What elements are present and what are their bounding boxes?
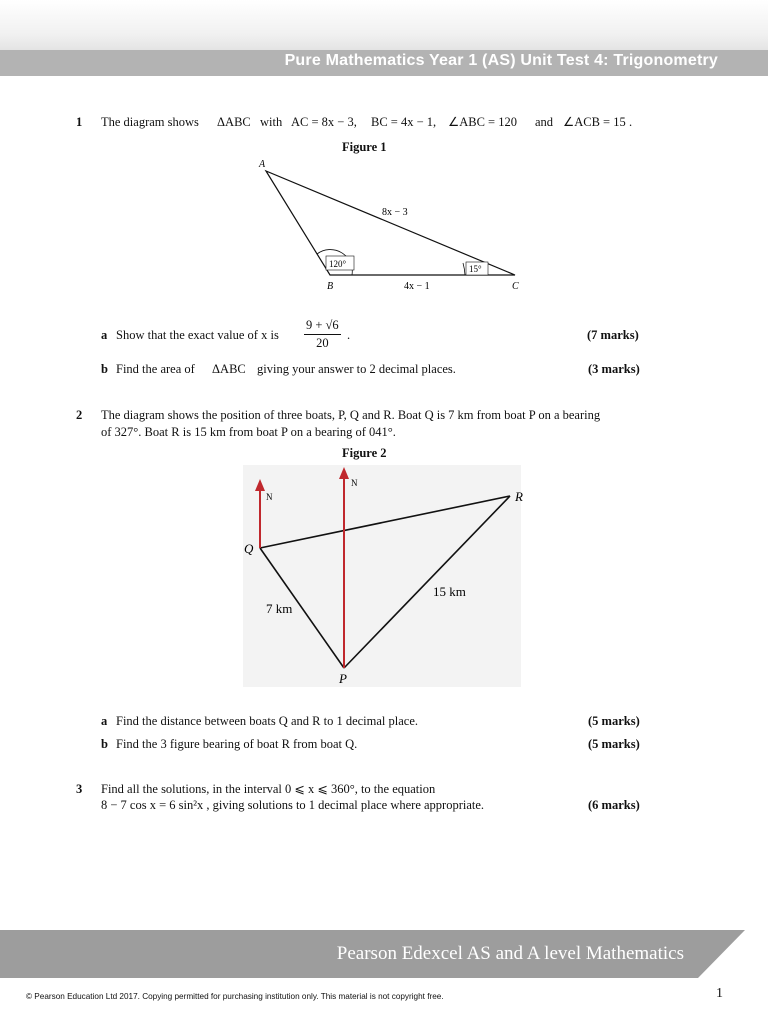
boat-p-label: P [339,671,347,686]
question-1-period: . [629,115,633,129]
question-1-triangle: ΔABC [217,115,251,129]
question-1a-period: . [347,328,351,342]
question-1-and: and [535,115,554,129]
fraction-numerator: 9 + √6 [304,318,341,335]
question-2-line-2: of 327°. Boat R is 15 km from boat P on a bearing of 041°. [101,425,396,439]
question-1a-text: Show that the exact value of x is [116,328,279,342]
question-3-number: 3 [76,782,83,796]
vertex-c-label: C [512,281,519,292]
question-1-number: 1 [76,115,83,129]
page-number: 1 [716,986,723,1001]
question-2b-label: b [101,737,108,751]
question-1b-text-post: giving your answer to 2 decimal places. [257,362,456,376]
question-1b-text-pre: Find the area of [116,362,195,376]
question-1a-fraction [304,318,341,351]
question-3-line-1: Find all the solutions, in the interval 0 ⩽ x ⩽ 360°, to the equation [101,782,436,796]
question-3-marks: (6 marks) [588,798,640,812]
figure-2-label: Figure 2 [342,446,387,460]
angle-c-label: 15° [469,264,482,274]
question-2-number: 2 [76,408,83,422]
question-1-eq-acb: ∠ACB = 15 [563,115,626,129]
north-label-q: N [266,492,273,502]
question-1b-marks: (3 marks) [588,362,640,376]
question-2a-text: Find the distance between boats Q and R to 1 decimal place. [116,714,418,728]
distance-pq-label: 7 km [266,601,293,616]
vertex-a-label: A [259,159,266,170]
document-title: Pure Mathematics Year 1 (AS) Unit Test 4: Trigonometry [284,52,718,69]
fraction-denominator: 20 [316,336,329,350]
north-label-p: N [351,478,358,488]
question-1-eq-bc: BC = 4x − 1, [371,115,437,129]
question-1-eq-ac: AC = 8x − 3, [291,115,357,129]
boat-q-label: Q [244,541,254,556]
figure-1-triangle [255,155,525,295]
question-1-eq-abc: ∠ABC = 120 [448,115,517,129]
question-1b-label: b [101,362,108,376]
distance-pr-label: 15 km [433,584,466,599]
figure-1-label: Figure 1 [342,140,387,154]
side-bc-label: 4x − 1 [404,281,430,292]
question-2b-text: Find the 3 figure bearing of boat R from boat Q. [116,737,358,751]
question-1a-marks: (7 marks) [587,328,639,342]
question-1-intro: The diagram shows [101,115,199,129]
question-1b-triangle: ΔABC [212,362,246,376]
question-2a-marks: (5 marks) [588,714,640,728]
question-2b-marks: (5 marks) [588,737,640,751]
copyright-notice: © Pearson Education Ltd 2017. Copying permitted for purchasing institution only. This material is not copyright free. [26,992,444,1001]
angle-b-label: 120° [329,259,347,269]
figure-2-bearings [240,462,525,690]
question-2a-label: a [101,714,108,728]
vertex-b-label: B [327,281,334,292]
boat-r-label: R [515,489,523,504]
side-ac-label: 8x − 3 [382,207,408,218]
question-1a-label: a [101,328,108,342]
question-3-line-2: 8 − 7 cos x = 6 sin²x , giving solutions to 1 decimal place where appropriate. [101,798,485,812]
publisher-name: Pearson Edexcel AS and A level Mathematics [336,943,684,964]
question-1-with: with [260,115,283,129]
question-2-line-1: The diagram shows the position of three boats, P, Q and R. Boat Q is 7 km from boat P on a bearing [101,408,601,422]
